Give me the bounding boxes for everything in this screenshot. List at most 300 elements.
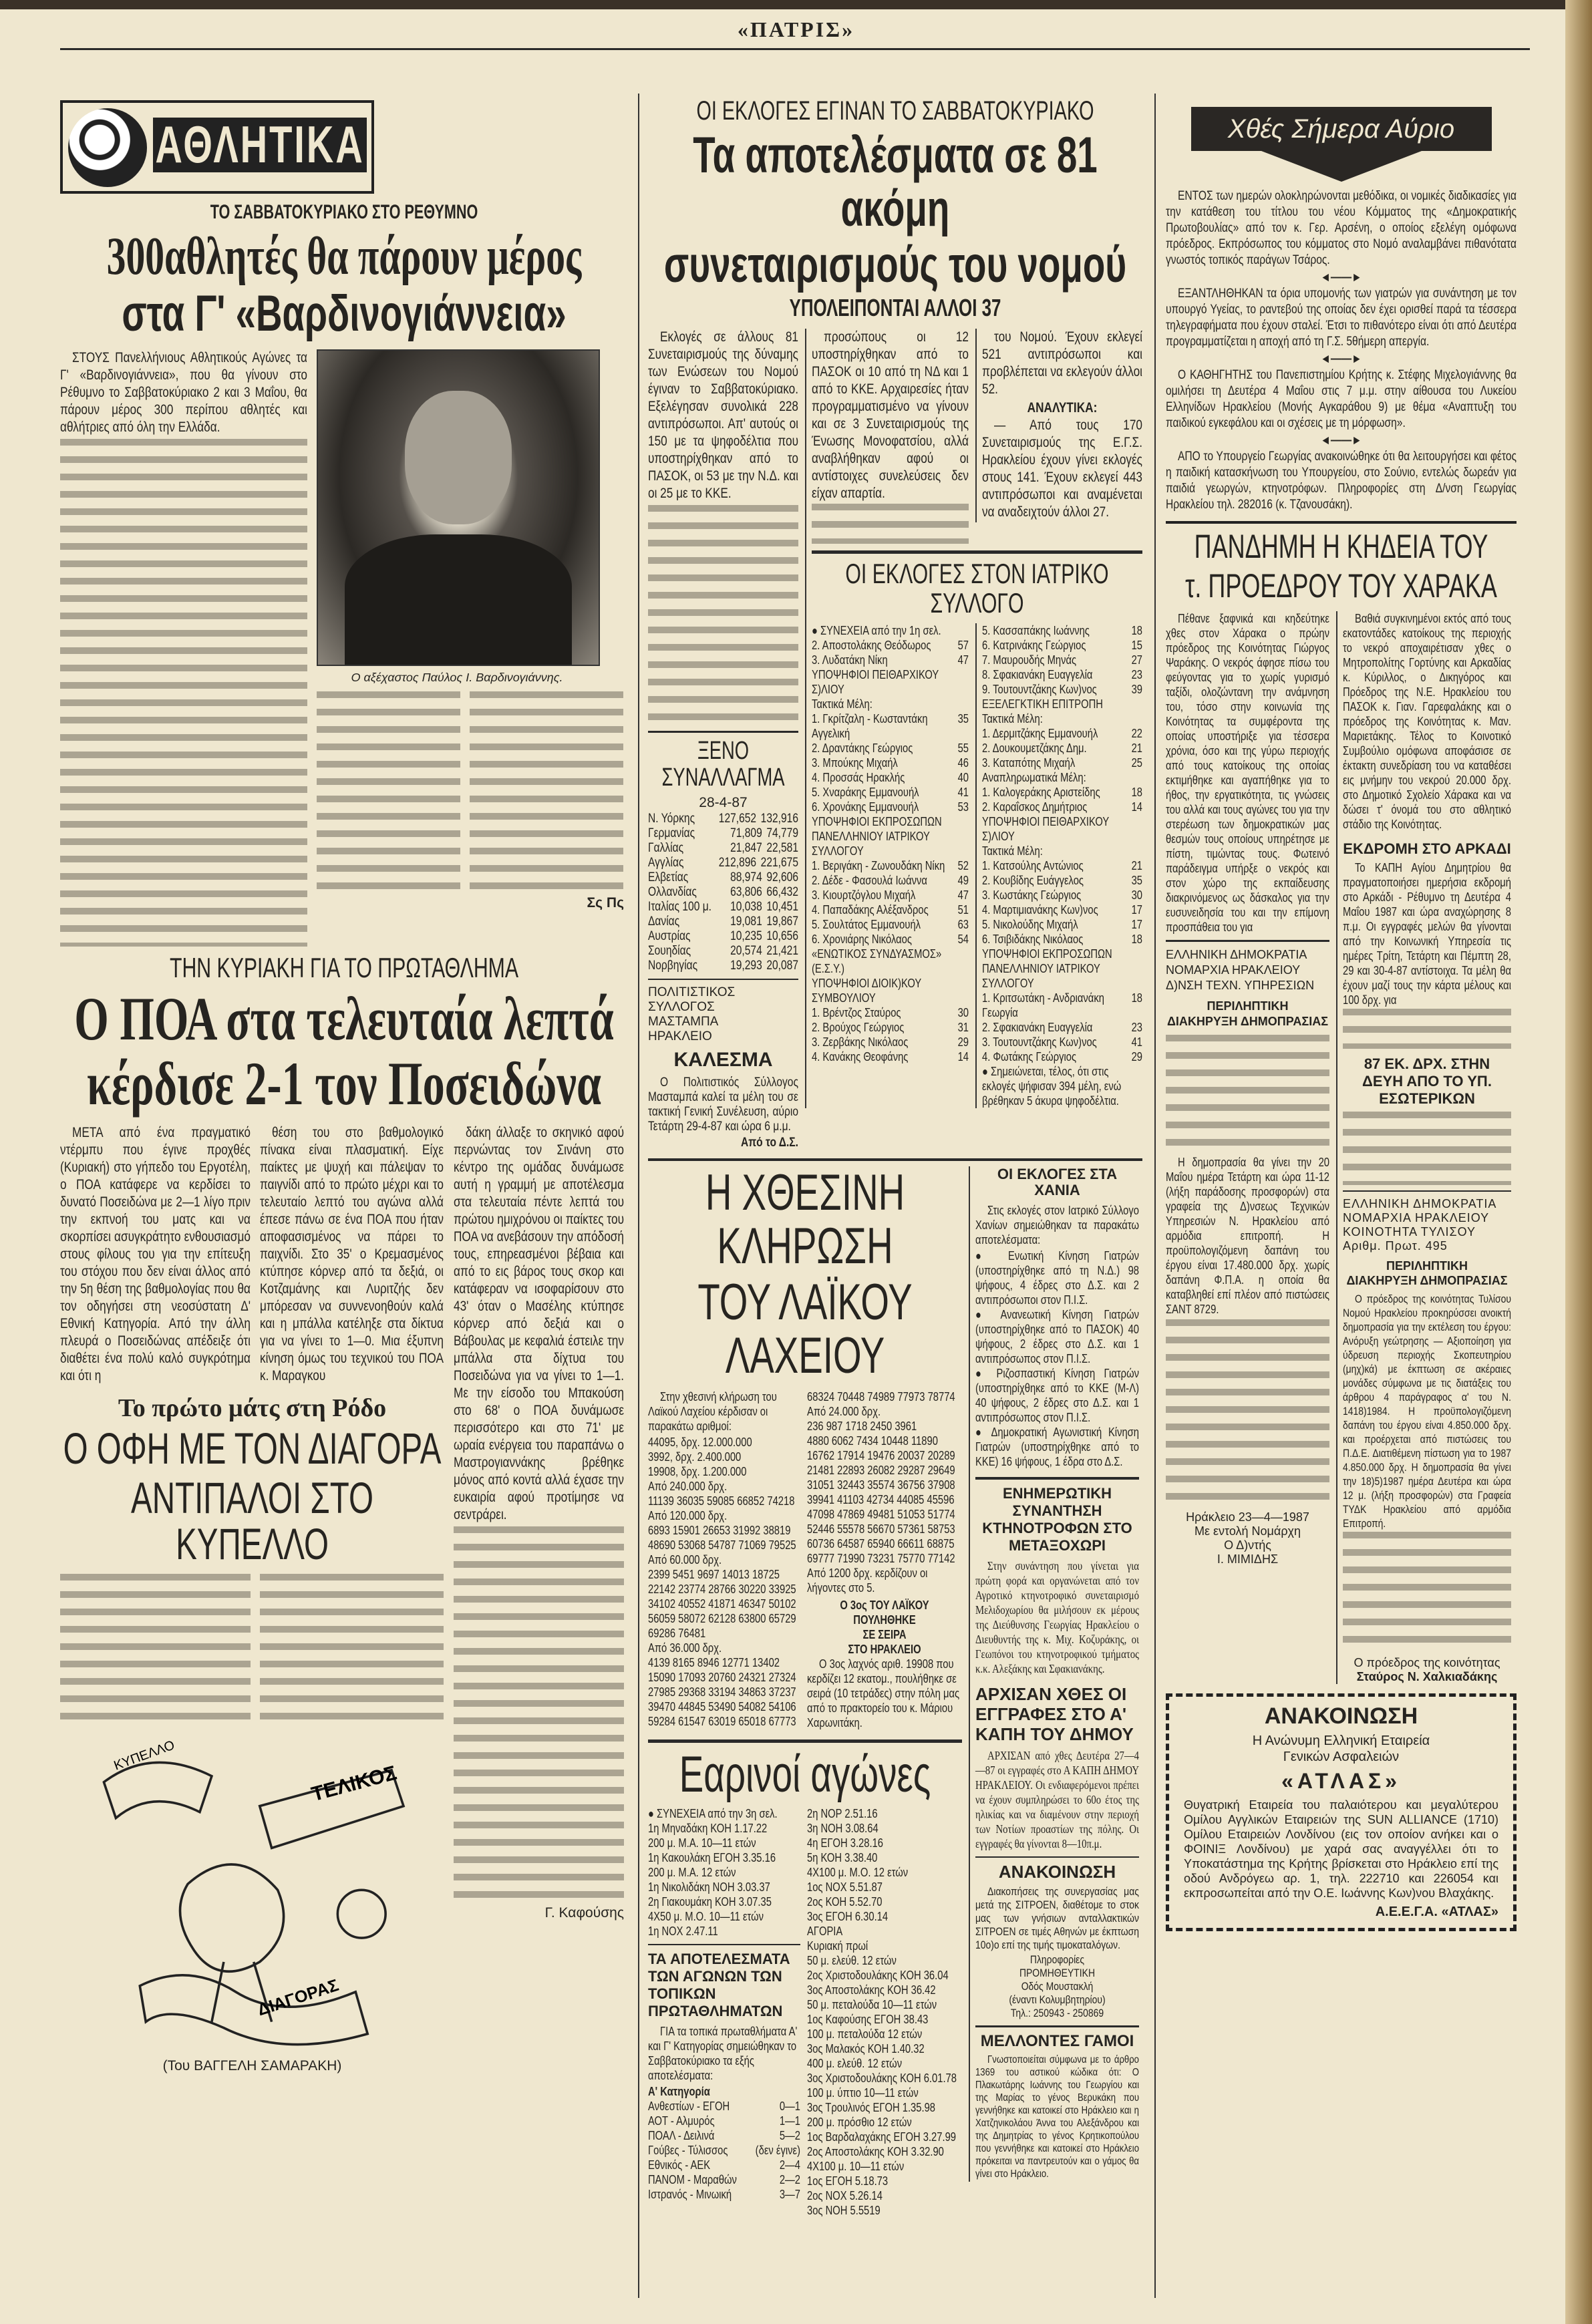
table-row-cell: 19,293: [730, 958, 762, 973]
citroen-headline: ΑΝΑΚΟΙΝΩΣΗ: [998, 1861, 1116, 1882]
number-line: 16762 17914 19476 20037 20289: [807, 1448, 955, 1462]
charakas-col-1: [1166, 611, 1329, 935]
paragraph: ΣΤΟΥΣ Πανελλήνιους Αθλητικούς Αγώνες τα Γ' «Βαρδινογιάννεια», που θα γίνουν στο Ρέθυμνο το Σαββατοκύριακο 2 και 3 Μαΐου, θα πάρουν μέρος 300 περίπου αθλητές και αθλήτριες από όλη την Ελλάδα.: [60, 350, 307, 436]
list-item-cell: 2. Δέδε - Φασουλά Ιωάννα: [812, 874, 927, 888]
list-item: [812, 711, 969, 741]
match-result-cell: (δεν έγινε): [755, 2144, 800, 2158]
poa-cols: [60, 1124, 444, 1386]
paragraph: Πέθανε ξαφνικά και κηδεύτηκε χθες στον Χάρακα ο πρώην πρόεδρος της Κοινότητας Γιώργος Ψαράκης. Ο νεκρός άφησε πίσω του φεύγοντας για το χωρίς γυρισμό ταξίδι, ολοζώντανη την ανάμνηση του, τόσο στην κοινωνία της Κοινότητας τα συμφέροντα της οποίας υποστήριξε για τέσσερα χρόνια, όσο και της γύρω περιοχής από τους κατοίκους της οποίας εκτιμήθηκε και αγαπήθηκε για το ήθος, την εργατικότητα, τις γνώσεις του αλλά και τους αγώνες του για την στερέωση των δημοκρατικών μας θεσμών τους οποίους υπηρέτησε με πίστη, τιμώντας τους. Φωτεινό παράδειγμα υπήρξε ο νεκρός και στον χώρο της εκπαίδευσης διακρινόμενος ως δάσκαλος για την ευσυνειδησία του και την επίμονη προσπάθεια του για: [1166, 612, 1329, 934]
ofi-headline-wrap-2: [60, 1472, 444, 1569]
signature-line: Ηράκλειο 23—4—1987: [1186, 1510, 1309, 1524]
list-item: [982, 638, 1142, 653]
wedding-headline: ΜΕΛΛΟΝΤΕΣ ΓΑΜΟΙ: [980, 2031, 1134, 2050]
rule: [812, 550, 1142, 554]
elections-kicker: ΟΙ ΕΚΛΟΓΕΣ ΕΓΙΝΑΝ ΤΟ ΣΑΒΒΑΤΟΚΥΡΙΑΚΟ: [696, 96, 1094, 126]
list-item-cell: 53: [957, 800, 969, 814]
list-item: [812, 858, 969, 873]
table-row-cell: Ολλανδίας: [648, 884, 697, 899]
elections-right: [805, 329, 1142, 1108]
table-row-cell: 66,432: [766, 884, 798, 899]
page-edge: [1565, 0, 1592, 2324]
table-row-cell: Αυστρίας: [648, 929, 691, 943]
number-line: 31051 32443 35574 36756 37908: [807, 1478, 955, 1492]
match-result: [648, 2187, 800, 2202]
result-line: 3ος ΕΓΟΗ 6.30.14: [807, 1910, 889, 1924]
paragraph: Στις εκλογές στον Ιατρικό Σύλλογο Χανίων σημειώθηκαν τα παρακάτω αποτελέσματα:: [975, 1203, 1139, 1247]
sports-article-lead: [60, 349, 307, 947]
list-item-cell: 54: [957, 933, 969, 947]
list-item-cell: 6. Χρονιάρης Νικόλαος: [812, 933, 912, 947]
list-item-cell: 18: [1131, 624, 1142, 638]
poa-headline: Ο ΠΟΑ στα τελευταία λεπτά: [74, 985, 614, 1053]
poa-col-1: [60, 1124, 251, 1386]
table-row-cell: 20,087: [766, 958, 798, 973]
number-line: 44095, δρχ. 12.000.000: [648, 1435, 752, 1449]
right-section: [1166, 107, 1517, 1931]
lottery-numbers: [807, 1389, 962, 1595]
list-item-cell: ΥΠΟΨΗΦΙΟΙ ΕΚΠΡΟΣΩΠΩΝ ΠΑΝΕΛΛΗΝΙΟΥ ΙΑΤΡΙΚΟΥ ΣΥΛΛΟΓΟΥ: [982, 947, 1112, 991]
number-line: 47098 47869 49481 51053 51774: [807, 1507, 955, 1521]
list-item-cell: 17: [1131, 903, 1142, 917]
list-item: [982, 667, 1142, 682]
result-line: 5η ΚΟΗ 3.38.40: [807, 1851, 878, 1865]
table-row: [648, 870, 798, 885]
list-item-cell: 8. Σφακιανάκη Ευαγγελία: [982, 668, 1093, 682]
elections-body: [648, 329, 1142, 1150]
table-row-cell: 221,675: [760, 855, 798, 870]
table-row: [648, 885, 798, 900]
list-item-cell: 2. Αποστολάκης Θεόδωρος: [812, 639, 931, 653]
list-item-cell: 47: [957, 888, 969, 902]
chania-title: ΟΙ ΕΚΛΟΓΕΣ ΣΤΑ ΧΑΝΙΑ: [997, 1166, 1118, 1198]
lottery-col-1: [648, 1389, 800, 1729]
cartoon-label: ΤΕΛΙΚΟΣ: [309, 1762, 400, 1806]
text-block: [60, 439, 307, 947]
trip-text: [1343, 860, 1511, 1007]
forex-title: ΞΕΝΟ ΣΥΝΑΛΛΑΓΜΑ: [661, 737, 785, 792]
title-line: ΔΙΑΚΗΡΥΞΗ ΔΗΜΟΠΡΑΣΙΑΣ: [1346, 1274, 1508, 1288]
list-item-cell: 22: [1131, 727, 1142, 741]
title-line: ΠΕΡΙΛΗΠΤΙΚΗ: [1207, 999, 1289, 1013]
table-row-cell: Ελβετίας: [648, 870, 689, 884]
tender1-title: [1166, 999, 1329, 1029]
list-item-cell: 2. Βρούχος Γεώργιος: [812, 1021, 905, 1035]
authority-line: Δ)ΝΣΗ ΤΕΧΝ. ΥΠΗΡΕΣΙΩΝ: [1166, 979, 1315, 992]
list-item: [812, 1020, 969, 1035]
tender2-authority: [1343, 1197, 1511, 1253]
sports-kicker-wrap: [60, 202, 628, 223]
citroen-info: [975, 1953, 1139, 2020]
medical-list-a: [812, 623, 969, 1064]
list-item-cell: 5. Χναράκης Εμμανουήλ: [812, 786, 919, 800]
table-row-cell: 22,581: [766, 840, 798, 855]
paragraph: ΜΕΤΑ από ένα πραγματικό ντέρμπυ που έγινε προχθές (Κυριακή) στο γήπεδο του Εργοτέλη, ο ΠΟΑ κατάφερε να κερδίσει το δυνατό Ποσειδώνα με 2—1 λίγο πριν την εκπνοή του ματς και να σκορπίσει ασυγκράτητο ενθουσιασμό στους φίλους του για την επίτευξη του στόχου που δεν είναι άλλος από την 5η θέση της βαθμολογίας που θα τον οδηγήσει στη νεοσύστατη Δ' Εθνική Κατηγορία. Από την άλλη πλευρά ο Ποσειδώνας απέδειξε ότι διαθέτει ένα πολύ καλό συγκρότημα και ότι η: [60, 1124, 251, 1383]
match-result-cell: 5—2: [779, 2129, 800, 2143]
result-line: 50 μ. ελεύθ. 12 ετών: [807, 1954, 897, 1968]
result-line: 50 μ. πεταλούδα 10—11 ετών: [807, 1998, 937, 2012]
authority-line: ΕΛΛΗΝΙΚΗ ΔΗΜΟΚΡΑΤΙΑ: [1166, 948, 1307, 961]
result-line: Κυριακή πρωί: [807, 1939, 868, 1953]
list-item: [812, 741, 969, 756]
lottery-col-2: [807, 1389, 962, 1731]
table-row-cell: Σουηδίας: [648, 943, 691, 958]
result-line: 100 μ. πεταλούδα 12 ετών: [807, 2027, 923, 2041]
number-line: 68324 70448 74989 77973 78774: [807, 1389, 955, 1403]
subheading-line: ΠΟΥΛΗΘΗΚΕ: [853, 1613, 916, 1627]
ofi-headline: Ο ΟΦΗ ΜΕ ΤΟΝ ΔΙΑΓΟΡΑ: [63, 1424, 442, 1474]
result-line: 1η ΝΟΧ 2.47.11: [648, 1925, 718, 1939]
table-row: [648, 856, 798, 870]
paragraph: ΑΡΧΙΣΑΝ από χθες Δευτέρα 27—4—87 οι εγγραφές στο Α ΚΑΠΗ ΔΗΜΟΥ ΗΡΑΚΛΕΙΟΥ. Οι ενδιαφερόμενοι πρέπει να έχουν συμπληρώσει το 60ο έτος της ηλικίας και να διαμένουν στην περιοχή των Νοτίων προαστίων της πόλης. Οι εγγραφές θα γίνονται 8—10π.μ.: [975, 1748, 1139, 1850]
atlas-name: «ΑΤΛΑΣ»: [1281, 1768, 1401, 1793]
list-item-cell: 2. Σφακιανάκη Ευαγγελία: [982, 1021, 1093, 1035]
number-line: 34102 40552 41871 46347 50102: [648, 1597, 796, 1611]
paragraph: — Από τους 170 Συνεταιρισμούς της Ε.Γ.Σ. Ηρακλείου έχουν γίνει εκλογές στους 141. Έχουν εκλεγεί 443 αντιπρόσωποι και αναμένεται να αναδειχτούν άλλοι 27.: [982, 418, 1142, 520]
lottery-numbers: [648, 1435, 800, 1729]
number-line: Από 120.000 δρχ.: [648, 1508, 728, 1522]
column-banner: [1191, 107, 1492, 182]
sports-section: [60, 100, 628, 2075]
text-block: [1343, 1112, 1511, 1185]
elections-headline-wrap: [648, 129, 1142, 236]
list-item-cell: ● Σημειώνεται, τέλος, ότι στις εκλογές ψήφισαν 394 μέλη, ενώ βρέθηκαν 5 άκυρα ψηφοδέλτια.: [982, 1065, 1122, 1108]
medical-lists: [812, 623, 1142, 1108]
number-line: 22142 23774 28766 30220 33925: [648, 1582, 796, 1596]
result-line: 1η Νικολιδάκη ΝΟΗ 3.03.37: [648, 1880, 770, 1894]
list-item-cell: 2. Καραΐσκος Δημήτριος: [982, 800, 1088, 814]
list-item-cell: 23: [1131, 1021, 1142, 1035]
rule: [648, 979, 798, 980]
cartoon: [60, 1734, 444, 2055]
text-block: [60, 1574, 251, 1727]
list-item: [982, 814, 1142, 844]
subheading-line: ΣΕ ΣΕΙΡΑ: [862, 1627, 907, 1641]
list-item-cell: 18: [1131, 933, 1142, 947]
list-item-cell: 35: [957, 712, 969, 726]
list-item: [812, 785, 969, 800]
list-item: [812, 902, 969, 917]
rule: [648, 1158, 1142, 1161]
list-item-cell: ΥΠΟΨΗΦΙΟΙ ΔΙΟΙΚ)ΚΟΥ ΣΥΜΒΟΥΛΙΟΥ: [812, 977, 921, 1005]
list-item-cell: 1. Καλογεράκης Αριστείδης: [982, 786, 1100, 800]
atlas-text: Θυγατρική Εταιρεία του παλαιότερου και μεγαλύτερου Ομίλου Αγγλικών Εταιρειών της SUN ALLIANCE (1710) Ομίλου Εταιρειών Λονδίνου (εις τον οποίον ανήκει και ο ΦΟΙΝΙΞ Λονδίνου) με χαρά σας αναγγέλλει ότι το Υποκατάστημα της Κρήτης βρίσκεται στο Ηράκλειο επί της οδού Ανδρόγεω αρ. 1, τηλ. 222710 και 226054 και εκπροσωπείται από την Ο.Ε. Ιωάννης Κων)νου Βλαχάκης.: [1184, 1798, 1498, 1900]
text-block: [454, 1526, 624, 1900]
elections-headline-wrap-2: [648, 238, 1142, 292]
list-item-cell: 3. Λυδατάκη Νίκη: [812, 653, 888, 667]
table-row-cell: Δανίας: [648, 914, 680, 929]
column-rule: [638, 94, 639, 2298]
signature-name: Σταύρος Ν. Χαλκιαδάκης: [1356, 1670, 1498, 1684]
list-item-cell: 29: [957, 1035, 969, 1049]
text-block: [470, 691, 623, 892]
paragraph: Εκλογές σε άλλους 81 Συνεταιρισμούς της δύναμης των Ενώσεων του Νομού έγιναν το Σαββατοκύριακο. Εξελέγησαν συνολικά 228 αντιπρόσωποι. Απ' αυτούς οι 150 με τα ψηφοδέλτια που υποστηρίχθηκαν από το ΠΑΣΟΚ, οι 53 με την Ν.Δ. και οι 25 με το ΚΚΕ.: [648, 329, 798, 502]
list-item-cell: 6. Κατρινάκης Γεώργιος: [982, 639, 1086, 653]
banner-arrow-icon: [1261, 151, 1422, 182]
face-shape: [405, 391, 512, 524]
table-row-cell: 19,081: [730, 914, 762, 929]
list-item-cell: 41: [1131, 1035, 1142, 1049]
table-row-cell: Γαλλίας: [648, 840, 684, 855]
company-line: Γενικών Ασφαλειών: [1283, 1749, 1400, 1764]
right-col-e: [1336, 611, 1511, 1684]
match-result-cell: ΠΑΝΟΜ - Μαραθών: [648, 2173, 737, 2187]
result-line: ● ΣΥΝΕΧΕΙΑ από την 3η σελ.: [648, 1807, 778, 1821]
number-line: 236 987 1718 2450 3961: [807, 1419, 917, 1433]
authority-line: ΚΟΙΝΟΤΗΤΑ ΤΥΛΙΣΟΥ: [1343, 1225, 1476, 1239]
number-line: 52446 55578 56670 57361 58753: [807, 1522, 955, 1536]
swim-body: [648, 1806, 962, 2218]
trip-headline: ΕΚΔΡΟΜΗ ΣΤΟ ΑΡΚΑΔΙ: [1343, 840, 1511, 857]
table-row: [648, 812, 798, 826]
chania-text: [975, 1203, 1139, 1469]
result-line: 2η ΝΟΡ 2.51.16: [807, 1807, 878, 1821]
elections-subhead-wrap: [648, 295, 1142, 321]
result-line: 1ος Βαρδαλαχάκης ΕΓΟΗ 3.27.99: [807, 2130, 957, 2144]
number-line: 60736 64587 65940 66611 68875: [807, 1536, 955, 1550]
number-line: 48690 53068 54787 71069 79525: [648, 1538, 796, 1552]
table-row-cell: 212,896: [718, 855, 757, 870]
match-result: [648, 2099, 800, 2114]
result-line: 3ος ΝΟΗ 5.5519: [807, 2204, 881, 2218]
section-label: ΑΝΑΛΥΤΙΚΑ:: [1027, 400, 1098, 416]
ofi-headline-2: ΑΝΤΙΠΑΛΟΙ ΣΤΟ ΚΥΠΕΛΛΟ: [131, 1472, 373, 1569]
result-line: 1η Κακουλάκη ΕΓΟΗ 3.35.16: [648, 1851, 776, 1865]
number-line: Από 36.000 δρχ.: [648, 1641, 722, 1655]
list-item: [982, 682, 1142, 697]
list-item: [982, 991, 1142, 1020]
number-line: Από 60.000 δρχ.: [648, 1552, 722, 1566]
medical-headline: ΟΙ ΕΚΛΟΓΕΣ ΣΤΟΝ ΙΑΤΡΙΚΟ ΣΥΛΛΟΓΟ: [845, 558, 1109, 619]
signature-role: Ο πρόεδρος της κοινότητας: [1354, 1656, 1500, 1670]
kapi-text: [975, 1748, 1139, 1851]
match-result-cell: 0—1: [779, 2100, 800, 2114]
swim-headline-wrap: [648, 1748, 962, 1802]
column-rule: [1154, 94, 1156, 2298]
lottery-subheading: [807, 1598, 962, 1657]
list-item: [812, 932, 969, 947]
list-item-cell: ● ΣΥΝΕΧΕΙΑ από την 1η σελ.: [812, 624, 941, 638]
match-result: [648, 2128, 800, 2143]
table-row: [648, 826, 798, 841]
sports-logo: [60, 100, 374, 194]
photo-side-text: [317, 691, 624, 892]
list-item-cell: Τακτικά Μέλη:: [812, 697, 872, 711]
list-item: [812, 697, 969, 711]
list-item-cell: 5. Σουλτάτος Εμμανουήλ: [812, 918, 921, 932]
cartoon-drawing: [60, 1734, 444, 2055]
list-item: [812, 638, 969, 653]
rule: [975, 1477, 1139, 1480]
charakas-col-2: [1343, 611, 1511, 832]
separator-arrow-icon: ◄——►: [1320, 271, 1362, 285]
scan-top-band: [0, 0, 1592, 9]
rule: [648, 1739, 962, 1743]
match-result-cell: Ιστρανός - Μινωική: [648, 2188, 732, 2202]
list-item: [812, 873, 969, 888]
number-line: 3992, δρχ. 2.400.000: [648, 1450, 742, 1464]
list-item-cell: 2. Κουβίδης Ευάγγελος: [982, 874, 1084, 888]
table-row-cell: 21,421: [766, 943, 798, 958]
atlas-title: ΑΝΑΚΟΙΝΩΣΗ: [1264, 1703, 1418, 1729]
football-icon: [68, 108, 147, 187]
paragraph: Γνωστοποιείται σύμφωνα με το άρθρο 1369 του αστικού κώδικα ότι: Ο Πλακωτάρης Ιωάννης του Γεωργίου και της Μαρίας το γένος Βερυκάκη που γεννήθηκε και κατοικεί στο Ηράκλειο και η Χατζηνικολάου Άννα του Αλεξάνδρου και της Δημητρίας το γένος Κρητικοπούλου που γεννήθηκε και κατοικεί στο Ηράκλειο πρόκειται να παντρευτούν και ο γάμος θα γίνει στο Ηράκλειο.: [975, 2054, 1139, 2180]
list-item-cell: 18: [1131, 991, 1142, 1005]
tender2-text: [1343, 1292, 1511, 1530]
list-item: [982, 1020, 1142, 1035]
table-row-cell: 127,652: [718, 811, 757, 826]
poa-col-2: [260, 1124, 444, 1386]
result-line: 400 μ. ελεύθ. 12 ετών: [807, 2057, 903, 2071]
atlas-announcement: [1166, 1693, 1517, 1931]
title-line: ΔΙΑΚΗΡΥΞΗ ΔΗΜΟΠΡΑΣΙΑΣ: [1166, 1015, 1329, 1028]
column-banner-title: Χθές Σήμερα Αύριο: [1191, 107, 1492, 151]
list-item: [812, 667, 969, 697]
number-line: 56059 58072 62128 63800 65729: [648, 1611, 796, 1625]
kalesma-title: ΚΑΛΕΣΜΑ: [673, 1048, 773, 1071]
wedding-text: [975, 2053, 1139, 2180]
lottery-headline-wrap-2: [648, 1276, 962, 1383]
authority-line: ΝΟΜΑΡΧΙΑ ΗΡΑΚΛΕΙΟΥ: [1166, 963, 1301, 977]
lottery-headline-wrap: [648, 1166, 962, 1273]
number-line: 6893 15901 26653 31992 38819: [648, 1523, 791, 1537]
result-line: 1ος ΝΟΧ 5.51.87: [807, 1880, 883, 1894]
list-item-cell: Τακτικά Μέλη:: [982, 844, 1043, 858]
list-item-cell: ΥΠΟΨΗΦΙΟΙ ΠΕΙΘΑΡΧΙΚΟΥ Σ)ΛΙΟΥ: [812, 668, 939, 697]
forex-table-wrap: [648, 812, 798, 973]
list-item-cell: 41: [957, 786, 969, 800]
elections-col-2: [812, 329, 969, 544]
swim-col-b: [807, 1806, 962, 2218]
number-line: 4139 8165 8946 12771 13402: [648, 1655, 780, 1669]
list-item-cell: 1. Δερμιτζάκης Εμμανουήλ: [982, 727, 1098, 741]
match-results: [648, 2099, 800, 2202]
tender1-text: [1166, 1155, 1329, 1317]
text-block: [1343, 1532, 1511, 1652]
list-item: [812, 1035, 969, 1049]
table-row-cell: 74,779: [766, 826, 798, 840]
list-item-cell: 14: [1131, 800, 1142, 814]
separator-arrow-icon: ◄——►: [1320, 352, 1362, 366]
company-line: Η Ανώνυμη Ελληνική Εταιρεία: [1252, 1733, 1430, 1748]
info-line: Τηλ.: 250943 - 250869: [1010, 2006, 1104, 2019]
number-line: Από 240.000 δρχ.: [648, 1479, 728, 1493]
paragraph: ΕΝΤΟΣ των ημερών ολοκληρώνονται μεθόδικα, οι νομικές διαδικασίες για την κατάθεση του τίτλου του νέου Κόμματος της «Δημοκρατικής Πρωτοβουλίας» από τον κ. Γερ. Αρσένη, ο οποίος εξελέγη ομόφωνα πρόεδρος. Εκπρόσωπος του κόμματος στο Νομό αναλαμβάνει πιθανότατα γνωστός τοπικός παράγων Τσάρος.: [1166, 189, 1517, 267]
paragraph: Το ΚΑΠΗ Αγίου Δημητρίου θα πραγματοποιήσει ημερήσια εκδρομή στο Αρκάδι - Ρέθυμνο τη Δευτέρα 4 Μαΐου 1987 και ώρα αναχώρησης 8 π.μ. Οι εγγραφές μελών θα γίνονται από την Κοινωνική Υπηρεσία τις ημέρες Τρίτη, Τετάρτη και Πέμπτη 28, 29 και 30-4-87 αντίστοιχα. Τα μέλη θα έχουν μαζί τους την κάρτα μέλους και 100 δρχ. για: [1343, 861, 1511, 1007]
number-line: Από 24.000 δρχ.: [807, 1404, 881, 1418]
chania-results: [975, 1249, 1139, 1469]
atlas-company: [1184, 1733, 1498, 1765]
table-row-cell: Γερμανίας: [648, 826, 695, 840]
number-line: 39470 44845 53490 54082 54106: [648, 1699, 796, 1713]
list-item: [982, 770, 1142, 785]
rule: [975, 2025, 1139, 2027]
medical-list-b: [982, 623, 1142, 1108]
list-item: [982, 623, 1142, 638]
match-result-cell: 2—2: [779, 2173, 800, 2187]
list-item: [812, 917, 969, 932]
separator-arrow-icon: ◄——►: [1320, 434, 1362, 448]
lottery-headline: Η ΧΘΕΣΙΝΗ ΚΛΗΡΩΣΗ: [705, 1164, 905, 1275]
sports-kicker: ΤΟ ΣΑΒΒΑΤΟΚΥΡΙΑΚΟ ΣΤΟ ΡΕΘΥΜΝΟ: [210, 201, 478, 223]
result-line: 1ος Καφούσης ΕΓΟΗ 38.43: [807, 2013, 929, 2027]
farm-text: [975, 1558, 1139, 1676]
list-item-cell: 55: [957, 741, 969, 756]
result-line: 200 μ. πρόσθιο 12 ετών: [807, 2116, 912, 2130]
result-line: 1η Μηναδάκη ΚΟΗ 1.17.22: [648, 1822, 768, 1836]
number-line: 11139 36035 59085 66852 74218: [648, 1494, 795, 1508]
list-item: [982, 785, 1142, 800]
list-item-cell: 3. Μπούκης Μιχαήλ: [812, 756, 898, 770]
elections-kicker-wrap: [648, 97, 1142, 125]
list-item-cell: 21: [1131, 741, 1142, 756]
list-item-cell: 35: [1131, 874, 1142, 888]
list-item-cell: 7. Μαυρουδής Μηνάς: [982, 653, 1077, 667]
table-row-cell: Αγγλίας: [648, 855, 684, 870]
match-result: [648, 2172, 800, 2187]
list-item: [812, 800, 969, 814]
poa-headline-wrap-2: [60, 1051, 628, 1116]
list-item: [812, 814, 969, 829]
lottery-swim: [648, 1166, 962, 2218]
rule: [975, 1856, 1139, 1858]
paragraph: Η δημοπρασία θα γίνει την 20 Μαΐου ημέρα Τετάρτη και ώρα 11-12 (λήξη παράδοσης προσφορών) στα γραφεία της Δ)νσεως Τεχνικών Υπηρεσιών Ν. Ηρακλείου από αρμόδια επιτροπή. Η προϋπολογιζόμενη δαπάνη του έργου είναι 17.480.000 δρχ. χωρίς δαπάνη Φ.Π.Α. η οποία θα καταβληθεί επί πλέον από πιστώσεις ΣΑΝΤ 8729.: [1166, 1156, 1329, 1316]
list-item-cell: 3. Τουτουντζάκης Κων)νος: [982, 1035, 1097, 1049]
list-item-cell: 9. Τουτουντζάκης Κων)νος: [982, 683, 1097, 697]
atlas-signature: Α.Ε.Ε.Γ.Α. «ΑΤΛΑΣ»: [1375, 1904, 1498, 1920]
charakas-headline-wrap: [1166, 521, 1517, 603]
sports-signature: Σς Πς: [587, 895, 624, 911]
number-line: 59284 61547 63019 65018 67773: [648, 1714, 796, 1728]
right-body: [1166, 611, 1517, 1684]
text-block: [1343, 1009, 1511, 1049]
match-result-cell: Ανθεστίων - ΕΓΟΗ: [648, 2100, 730, 2114]
sports-headline-2: στα Γ' «Βαρδινογιάννεια»: [122, 285, 567, 342]
list-item-cell: 4. Προσσάς Ηρακλής: [812, 771, 905, 785]
table-row-cell: 10,656: [766, 929, 798, 943]
number-line: 15090 17093 20760 24321 27324: [648, 1670, 796, 1684]
result-item: ● Ριζοσπαστική Κίνηση Γιατρών (υποστηρίχθηκε από το ΚΚΕ (Μ-Λ) 40 ψήφους, 2 έδρες στο Δ.Σ. και 1 αντιπρόσωπος στον Π.Ι.Σ.: [975, 1366, 1139, 1424]
table-row-cell: 21,847: [730, 840, 762, 855]
tender2-title: [1343, 1259, 1511, 1288]
rule: [648, 1944, 800, 1945]
list-item: [982, 756, 1142, 770]
paragraph: ΑΠΟ το Υπουργείο Γεωργίας ανακοινώθηκε ότι θα λειτουργήσει και φέτος η παιδική κατασκήνωση του Υπουργείου, στο Σούνιο, εντελώς δωρεάν για παιδιά γεωργών, κτηνοτρόφων. Πληροφορίες στη Δ/νση Γεωργίας Ηρακλείου τηλ. 282016 (κ. Τζανουσάκη).: [1166, 450, 1517, 512]
result-line: 2ος ΚΟΗ 5.52.70: [807, 1895, 883, 1909]
list-item-cell: 39: [1131, 683, 1142, 697]
list-item: [812, 888, 969, 902]
list-item-cell: 1. Κριτσωτάκη - Ανδριανάκη Γεωργία: [982, 991, 1104, 1020]
list-item: [812, 756, 969, 770]
list-item-cell: 17: [1131, 918, 1142, 932]
match-result-cell: 3—7: [779, 2188, 800, 2202]
suit-shape: [345, 534, 572, 665]
list-item: [982, 1064, 1142, 1108]
list-item-cell: 46: [957, 756, 969, 770]
list-item: [812, 947, 969, 976]
lottery-body: [648, 1389, 962, 1731]
list-item-cell: 4. Κανάκης Θεοφάνης: [812, 1050, 909, 1064]
medical-headline-wrap: [812, 559, 1142, 618]
table-row-cell: Ν. Υόρκης: [648, 811, 695, 826]
result-item: ● Δημοκρατική Αγωνιστική Κίνηση Γιατρών (υποστηρίχθηκε από το ΚΚΕ) 16 ψήφους, 1 έδρα στο Δ.Σ.: [975, 1425, 1139, 1468]
list-item-cell: 3. Κωστάκης Γεώργιος: [982, 888, 1082, 902]
photo-caption: Ο αξέχαστος Παύλος Ι. Βαρδινογιάννης.: [351, 671, 563, 685]
paragraph: ΕΞΑΝΤΛΗΘΗΚΑΝ τα όρια υπομονής των γιατρών για συνάντηση με τον υπουργό Υγείας, το ραντεβού της οποίας δεν έχει ορισθεί παρά τα τέσσερα τηλεγραφήματα που έχουν σταλεί. Έτσι το πιθανότερο είναι ότι από Δευτέρα προγραμματίζεται η αποχή από τη Γ.Σ. 5θήμερη απεργία.: [1166, 287, 1517, 349]
list-item: [982, 917, 1142, 932]
category-label: Α' Κατηγορία: [648, 2085, 710, 2099]
charakas-headline: ΠΑΝΔΗΜΗ Η ΚΗΔΕΙΑ ΤΟΥ: [1194, 528, 1488, 565]
elections-subhead: ΥΠΟΛΕΙΠΟΝΤΑΙ ΑΛΛΟΙ 37: [789, 294, 1001, 322]
